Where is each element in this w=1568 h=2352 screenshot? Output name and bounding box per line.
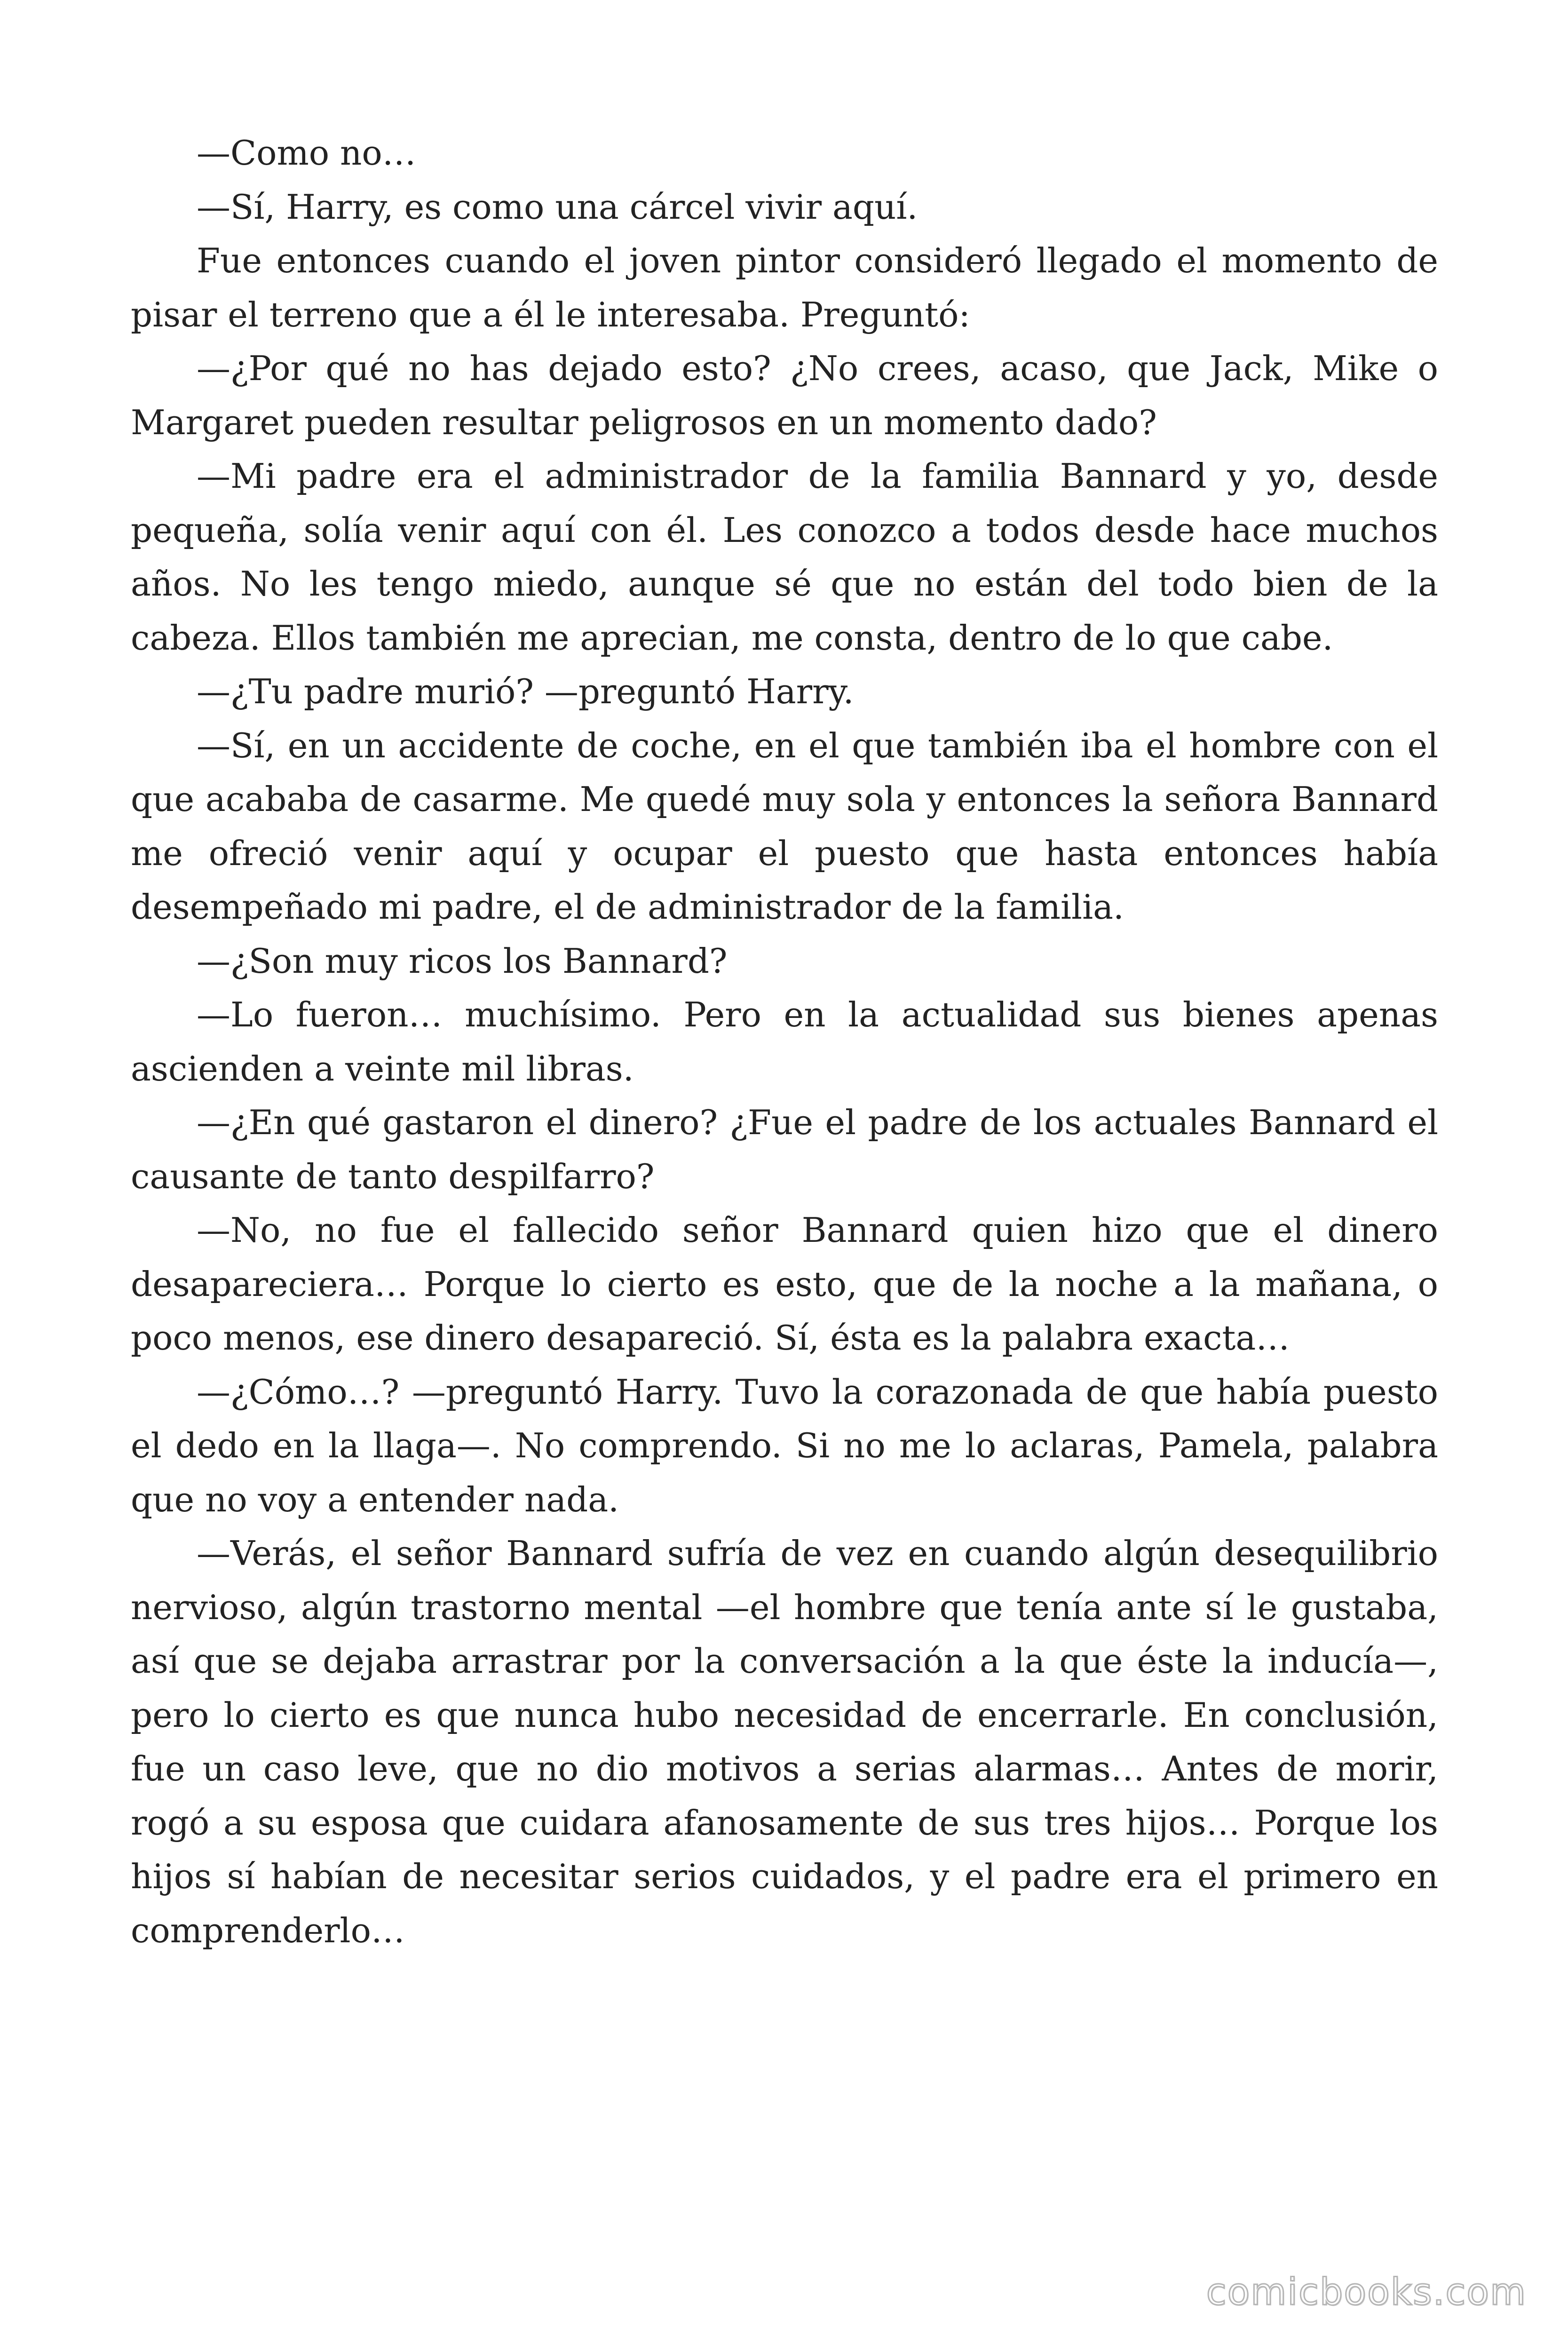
paragraph: —Mi padre era el administrador de la familia Bannard y yo, desde pequeña, solía venir aquí con él. Les conozco a todos desde hace muchos años. No les tengo miedo, aunque sé que no están del todo bien de la cabeza. Ellos también me aprecian, me consta, dentro de lo que cabe. [131,456,1438,658]
paragraph: —Verás, el señor Bannard sufría de vez en cuando algún desequilibrio nervioso, algún trastorno mental —el hombre que tenía ante sí le gustaba, así que se dejaba arrastrar por la conversación a la que éste la inducía—, pero lo cierto es que nunca hubo necesidad de encerrarle. En conclusión, fue un caso leve, que no dio motivos a serias alarmas… Antes de morir, rogó a su esposa que cuidara afanosamente de sus tres hijos… Porque los hijos sí habían de necesitar serios cuidados, y el padre era el primero en comprenderlo… [131,1534,1438,1950]
paragraph: —No, no fue el fallecido señor Bannard quien hizo que el dinero desapareciera… Porque lo cierto es esto, que de la noche a la mañana, o poco menos, ese dinero desapareció. Sí, ésta es la palabra exacta… [131,1210,1438,1358]
paragraph: —Como no… [197,133,416,173]
paragraph: —Sí, en un accidente de coche, en el que también iba el hombre con el que acababa de casarme. Me quedé muy sola y entonces la señora Bannard me ofreció venir aquí y ocupar el puesto que hasta entonces había desempeñado mi padre, el de administrador de la familia. [131,725,1438,927]
paragraph: —¿Cómo…? —preguntó Harry. Tuvo la corazonada de que había puesto el dedo en la llaga—. No comprendo. Si no me lo aclaras, Pamela, palabra que no voy a entender nada. [131,1372,1438,1519]
paragraph: Fue entonces cuando el joven pintor consideró llegado el momento de pisar el terreno que a él le interesaba. Preguntó: [131,241,1438,334]
watermark: comicbooks.com [1206,2271,1527,2313]
paragraph: —¿Tu padre murió? —preguntó Harry. [197,672,854,711]
paragraph: —¿Son muy ricos los Bannard? [197,941,728,981]
page-body [131,126,1438,1957]
paragraph: —Sí, Harry, es como una cárcel vivir aquí. [197,187,918,227]
paragraph: —Lo fueron… muchísimo. Pero en la actualidad sus bienes apenas ascienden a veinte mil libras. [131,995,1438,1089]
paragraph: —¿Por qué no has dejado esto? ¿No crees, acaso, que Jack, Mike o Margaret pueden resultar peligrosos en un momento dado? [131,349,1438,442]
paragraph: —¿En qué gastaron el dinero? ¿Fue el padre de los actuales Bannard el causante de tanto despilfarro? [131,1103,1438,1196]
